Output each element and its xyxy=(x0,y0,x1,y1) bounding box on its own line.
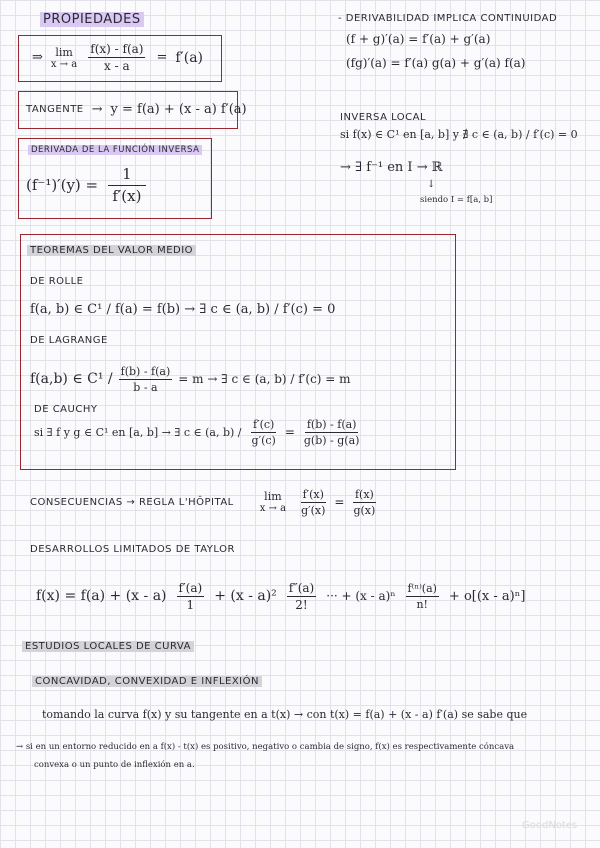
inverse-derivative-formula xyxy=(26,160,149,210)
lagrange-denominator: b - a xyxy=(133,380,158,394)
taylor-term-n-denominator: n! xyxy=(416,597,428,611)
inverse-derivative-fraction xyxy=(108,165,146,205)
tangent-formula: y = f(a) + (x - a) f′(a) xyxy=(110,101,247,117)
propiedades-title-text: PROPIEDADES xyxy=(40,12,144,27)
concavity-subtitle-text: CONCAVIDAD, CONVEXIDAD E INFLEXIÓN xyxy=(32,676,262,687)
lagrange-numerator: f(b) - f(a) xyxy=(120,364,171,378)
lhopital-denominator-derivative: g′(x) xyxy=(301,503,326,517)
local-inverse-result: → ∃ f⁻¹ en I → ℝ xyxy=(340,160,443,175)
taylor-term-1-denominator: 1 xyxy=(186,597,195,612)
taylor-term-2 xyxy=(287,581,316,612)
cauchy-denominator-values: g(b) - g(a) xyxy=(303,433,360,447)
tangent-line xyxy=(26,97,247,121)
taylor-part-3: ··· + (x - a)ⁿ xyxy=(326,589,396,603)
limit-definition xyxy=(32,40,203,75)
local-studies-title xyxy=(22,641,194,652)
inverse-derivative-title xyxy=(28,145,202,155)
inverse-derivative-title-text: DERIVADA DE LA FUNCIÓN INVERSA xyxy=(28,145,202,155)
local-inverse-title: INVERSA LOCAL xyxy=(340,112,427,123)
lhopital-numerator-derivative: f′(x) xyxy=(302,487,324,501)
cauchy-lhs: si ∃ f y g ∈ C¹ en [a, b] → ∃ c ∈ (a, b) / xyxy=(34,425,242,439)
lhopital-function-ratio xyxy=(351,488,377,517)
continuity-note: - DERIVABILIDAD IMPLICA CONTINUIDAD xyxy=(338,13,558,24)
taylor-term-2-numerator: f″(a) xyxy=(288,580,315,595)
equals-sign: = xyxy=(156,50,168,65)
local-inverse-condition: si f(x) ∈ C¹ en [a, b] y ∄ c ∈ (a, b) / f′(c) = 0 xyxy=(340,128,578,141)
implies-symbol: ⇒ xyxy=(32,50,43,65)
limit-word: lim xyxy=(55,45,73,59)
cauchy-denominator-derivative: g′(c) xyxy=(251,433,276,447)
cauchy-fraction-derivatives xyxy=(250,418,278,447)
taylor-term-1-numerator: f′(a) xyxy=(178,580,203,595)
rolle-formula: f(a, b) ∈ C¹ / f(a) = f(b) → ∃ c ∈ (a, b) / f′(c) = 0 xyxy=(30,302,336,317)
taylor-remainder: + o[(x - a)ⁿ] xyxy=(448,588,526,604)
taylor-part-1: f(x) = f(a) + (x - a) xyxy=(36,588,167,604)
inverse-derivative-denominator: f′(x) xyxy=(112,187,142,205)
tangent-arrow: → xyxy=(91,101,103,117)
lhopital-denominator-function: g(x) xyxy=(353,503,376,517)
taylor-formula xyxy=(36,568,525,624)
propiedades-title xyxy=(40,12,144,27)
cauchy-fraction-values xyxy=(302,418,362,447)
mean-value-theorems-title xyxy=(27,245,196,256)
lhopital-numerator-function: f(x) xyxy=(354,487,374,501)
cauchy-numerator-values: f(b) - f(a) xyxy=(306,417,357,431)
rolle-title: DE ROLLE xyxy=(30,276,84,287)
limit-operator xyxy=(51,46,77,70)
taylor-part-2: + (x - a)² xyxy=(214,588,277,604)
taylor-term-2-denominator: 2! xyxy=(295,597,308,612)
mean-value-theorems-title-text: TEOREMAS DEL VALOR MEDIO xyxy=(27,245,196,256)
local-studies-title-text: ESTUDIOS LOCALES DE CURVA xyxy=(22,641,194,652)
limit-subscript: x → a xyxy=(50,58,78,70)
lagrange-title: DE LAGRANGE xyxy=(30,335,108,346)
cauchy-numerator-derivative: f′(c) xyxy=(253,417,275,431)
taylor-title: DESARROLLOS LIMITADOS DE TAYLOR xyxy=(30,544,235,555)
down-arrow: ↓ xyxy=(427,179,436,190)
cauchy-equals: = xyxy=(284,425,295,439)
inverse-derivative-numerator: 1 xyxy=(108,165,146,186)
product-rule: (fg)′(a) = f′(a) g(a) + g′(a) f(a) xyxy=(346,56,526,70)
difference-quotient xyxy=(88,42,145,73)
goodnotes-watermark: GoodNotes xyxy=(522,820,578,831)
taylor-term-1 xyxy=(177,581,205,612)
cauchy-formula xyxy=(34,412,364,452)
taylor-term-n-numerator: f⁽ⁿ⁾(a) xyxy=(407,581,437,595)
concavity-subtitle xyxy=(32,676,262,687)
lhopital-limit-word: lim xyxy=(264,490,282,503)
lagrange-fraction xyxy=(119,365,173,394)
lhopital-limit-subscript: x → a xyxy=(259,503,287,514)
derivative-result: f′(a) xyxy=(175,49,204,66)
lagrange-rhs: = m → ∃ c ∈ (a, b) / f′(c) = m xyxy=(178,372,351,386)
sum-rule: (f + g)′(a) = f′(a) + g′(a) xyxy=(346,32,491,46)
concavity-line-1: tomando la curva f(x) y su tangente en a t(x) → con t(x) = f(a) + (x - a) f′(a) se sabe que xyxy=(42,708,528,721)
cauchy-title: DE CAUCHY xyxy=(34,404,98,415)
difference-quotient-numerator: f(x) - f(a) xyxy=(90,42,144,56)
lagrange-formula xyxy=(30,357,351,401)
taylor-term-n xyxy=(406,582,439,611)
lhopital-rule xyxy=(30,480,380,524)
concavity-line-3: convexa o un punto de inflexión en a. xyxy=(34,760,195,770)
lhopital-equals: = xyxy=(334,495,345,509)
siendo-note: siendo I = f[a, b] xyxy=(420,195,493,205)
inverse-derivative-lhs: (f⁻¹)′(y) = xyxy=(26,176,99,194)
lhopital-derivative-ratio xyxy=(299,488,327,517)
tangent-label: TANGENTE xyxy=(26,103,84,115)
lhopital-limit-operator xyxy=(260,490,286,514)
lagrange-lhs: f(a,b) ∈ C¹ / xyxy=(30,371,113,387)
consequences-label: CONSECUENCIAS → REGLA L'HÔPITAL xyxy=(30,496,234,508)
difference-quotient-denominator: x - a xyxy=(104,59,130,73)
concavity-line-2: → si en un entorno reducido en a f(x) - t(x) es positivo, negativo o cambia de signo, f(x) es respectivamente cóncava xyxy=(16,742,515,752)
